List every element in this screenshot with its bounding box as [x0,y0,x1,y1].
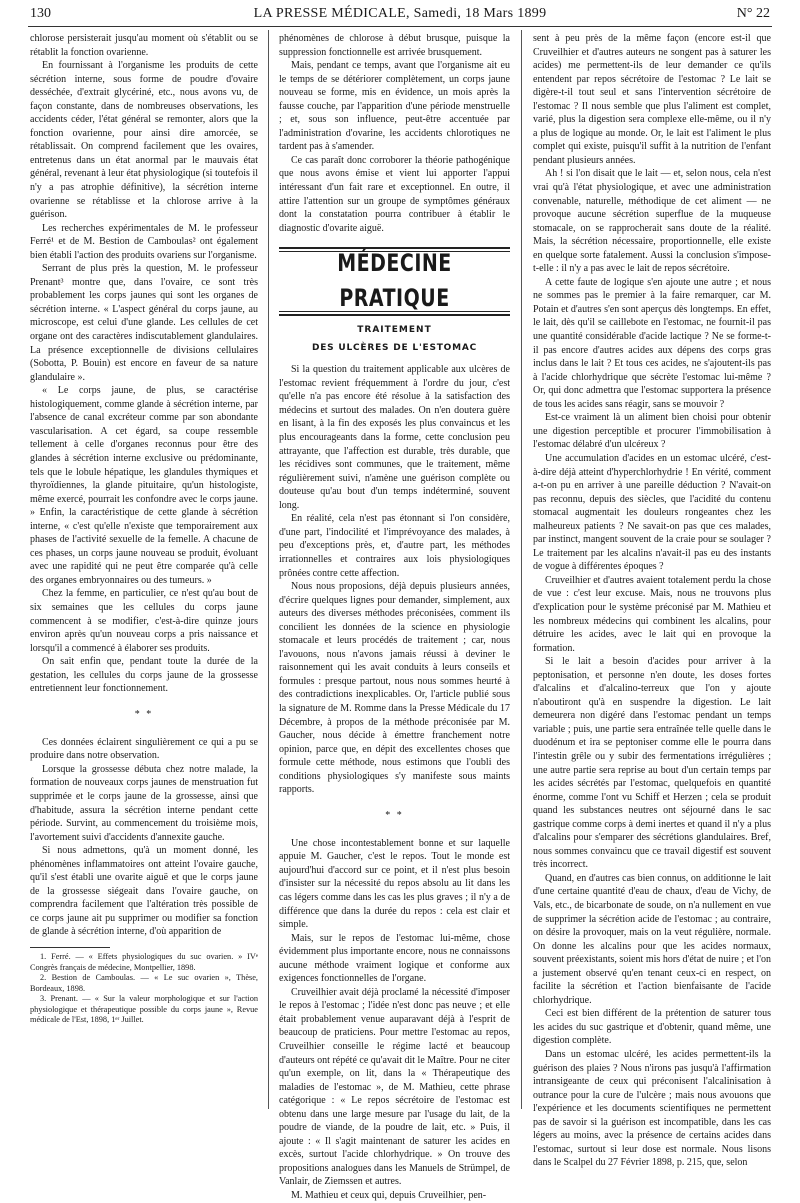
journal-title: LA PRESSE MÉDICALE, Samedi, 18 Mars 1899 [253,6,547,21]
paragraph: Lorsque la grossesse débuta chez notre malade, la formation de nouveaux corps jaunes de menstruation fut supprimée et le corps jaune de la grossesse, ainsi que d'habitude, assura la sécrétion interne pendant cette période. Survint, au commencement du troisième mois, l'avortement suivi d'accidents d'annexite gauche. [30,763,258,843]
column-1 [30,32,258,1109]
paragraph: phénomènes de chlorose à début brusque, puisque la suppression fonctionnelle est arrivée brusquement. [279,33,510,58]
paragraph: Les recherches expérimentales de M. le professeur Ferré¹ et de M. Bestion de Camboulas² ont également bien établi l'action des produits ovariens sur l'organisme. [30,222,258,261]
section-title: MÉDECINE PRATIQUE [337,249,452,313]
paragraph: sent à peu près de la même façon (encore est-il que Cruveilhier et d'autres auteurs ne songent pas à saturer les acides) me permettent-ils de leur demander ce qu'ils entendent par repos sécrétoire de l'estomac ? Le lait se digère-t-il tout seul et sans l'intervention sécrétoire de l'estomac ? Il nous semble que plus l'aliment est complet, varié, plus la digestion sera complexe elle-même, ou il n'y a plus de logique au monde. Or, le lait est l'aliment le plus complet qui existe, puisqu'il suffit à la nutrition de l'enfant pendant plusieurs années. [533,33,771,166]
column-divider-1 [268,30,269,1109]
paragraph: Ah ! si l'on disait que le lait — et, selon nous, cela n'est vrai qu'à l'état physiologique, et avec une administration convenable, naturelle, méthodique de cet aliment — ne provoque aucune sécrétion superflue de la muqueuse stomacale, on se rapprocherait sans doute de la réalité. Mais, la sécrétion nécessaire, proportionnelle, elle existe en quelque sorte fatalement. Aussi la conclusion s'impose-t-elle : il n'y a pas avec le lait de repos sécrétoire. [533,168,771,275]
paragraph: Cruveilhier avait déjà proclamé la nécessité d'imposer le repos à l'estomac ; l'idée n'est donc pas neuve ; et elle était probablement venue auparavant déjà à l'esprit de beaucoup de praticiens. Pour mettre l'estomac au repos, Cruveilhier conseille le régime lacté et beaucoup d'auteurs ont répété ce qu'avait dit le Maître. Pour ne citer qu'un exemple, on lit, dans la « Thérapeutique des maladies de l'estomac », de M. Mathieu, cette phrase catégorique : « Le repos sécrétoire de l'estomac est obtenu dans une large mesure par l'usage du lait, de la poudre de viande, de la poudre de lait, etc. » Puis, il ajoute : « Il s'agit maintenant de saturer les acides en excès, surtout l'acide chlorhydrique. » On trouve des propositions analogues dans les Manuels de Strümpel, de Vanlair, de Ziemssen et autres. [279,986,511,1188]
page-header [30,4,770,26]
paragraph: On sait enfin que, pendant toute la durée de la gestation, les cellules du corps jaune de la grossesse entretiennent leur fonctionnement. [30,656,258,695]
issue-number: N° 22 [736,6,770,21]
footnote: 1. Ferré. — « Effets physiologiques du suc ovarien. » IVᵉ Congrès français de médecine, Montpellier, 1898. [30,952,258,972]
page-number: 130 [30,6,51,21]
article-subtitle: DES ULCÈRES DE L'ESTOMAC [311,342,478,353]
paragraph: Cruveilhier et d'autres avaient totalement perdu la chose de vue : c'est leur excuse. Mais, nous ne trouvons plus d'explication pour le système préconisé par M. Mathieu et les nombreux médecins qui combinent les alcalins, pour détruire les acides, avec le lait qui en provoque la formation. [533,574,771,654]
section-separator: * * [134,708,154,720]
paragraph: En fournissant à l'organisme les produits de cette sécrétion interne, sous forme de poudre d'ovaire desséchée, d'extrait glycériné, etc., nous avons vu, de façon constante, dans de nombreuses observations, les accidents céder, l'état général se remonter, alors que la fonction ovarienne, pour ainsi dire amorcée, se rétablissait. On comprend facilement que les ovaires, entretenus dans un état anormal par le mauvais état général, revenant à leur état physiologique (si toutefois il n'y a pas atrophie définitive), la sécrétion interne ovarienne se rétablisse et la chlorose arrive à la guérison. [30,60,258,221]
footnote: 3. Prenant. — « Sur la valeur morphologique et sur l'action physiologique et thérapeutique possible du corps jaune », Revue médicale de l'Est, 1898, 1ᵉʳ Juillet. [30,994,258,1024]
footnote: 2. Bestion de Camboulas. — « Le suc ovarien », Thèse, Bordeaux, 1898. [30,973,258,993]
column-2 [279,32,511,1202]
section-separator: * * [385,809,404,821]
paragraph: M. Mathieu et ceux qui, depuis Cruveilhier, pen- [291,1190,487,1202]
paragraph: Mais, pendant ce temps, avant que l'organisme ait eu le temps de se détériorer complètement, un corps jaune nouveau se forme, mis en évidence, un mois après la fausse couche, par l'apparition d'une période menstruelle ; et, sous son influence, peut-être accentuée par l'administration d'ovarine, les accidents chlorotiques ne tardent pas à s'amender. [279,60,510,153]
paragraph: Serrant de plus près la question, M. le professeur Prenant³ montre que, dans l'ovaire, ce sont très probablement les corps jaunes qui sont les organes de sécrétion interne. « L'aspect général du corps jaune, au microscope, est celui d'une glande. Les cellules de cet organe ont des caractères indiscutablement glandulaires. La présence exceptionnelle de divisions cellulaires (Sobotta, P. Bouin) est encore en faveur de sa nature glandulaire ». [30,263,258,383]
paragraph: Ce cas paraît donc corroborer la théorie pathogénique que nous avons émise et vient lui apporter l'appui intéressant d'un fait rare et exceptionnel. En outre, il attire l'attention sur un groupe de symptômes généraux dont la constatation pourra contribuer à établir le diagnostic d'ovarite aiguë. [279,154,510,234]
paragraph: En réalité, cela n'est pas étonnant si l'on considère, d'une part, l'indocilité et l'imprévoyance des malades, à peu d'exceptions près, et, d'autre part, les méthodes irrationnelles et contraires aux lois physiologiques prônées contre cette affection. [279,513,510,579]
paragraph: Mais, sur le repos de l'estomac lui-même, chose évidemment plus importante encore, nous ne connaissons aucune méthode vraiment logique et conforme aux exigences fonctionnelles de l'organe. [279,932,510,985]
paragraph: Nous nous proposions, déjà depuis plusieurs années, d'écrire quelques lignes pour demander, simplement, aux auteurs des diverses méthodes préconisées, comment ils concilient les données de la science en physiologie stomacale et leurs procédés de traitement ; car, nous l'avouons, nous n'avons jamais réussi à deviner le raisonnement qui les avait conduits à leurs conseils et formules : presque partout, nous nous sommes heurté à des contradictions inexplicables. Or, l'article publié sous la signature de M. Romme dans la Presse Médicale du 17 Décembre, à propos de la méthode préconisée par M. Gaucher, nous décide à émettre franchement notre opinion, parce que, en dépit des excellentes choses que formule cette méthode, nous estimons que l'oubli des conditions physiologiques s'y manifeste sous maints rapports. [279,581,510,796]
paragraph: Dans un estomac ulcéré, les acides permettent-ils la guérison des plaies ? Nous n'irons pas jusqu'à l'affirmation intransigeante de ceux qui préconisent l'alcalinisation à outrance pour la cure de l'ulcère ; mais nous avouons que l'expérience et les documents scientifiques ne permettent pas de savoir si la guérison est incompatible, dans les cas légers au moins, avec la présence de certains acides dans l'estomac, surtout si leur dose est normale. Nous lisons dans le Scalpel du 27 Février 1898, p. 215, que, selon [533,1049,771,1169]
header-rule [28,26,772,27]
column-divider-2 [521,30,522,1109]
footnote-rule [30,947,110,948]
paragraph: Quand, en d'autres cas bien connus, on additionne le lait d'une certaine quantité d'eau de chaux, d'eau de Vichy, de Vals, etc., de bicarbonate de soude, on n'a nullement en vue de supprimer la sécrétion acide de l'estomac ; au contraire, on désire la provoquer, mais on la veut régulière, normale. On donne les alcalins pour que les acides normaux, souvent préexistants, soient mis hors d'état de nuire ; et l'on a justement observé qu'en tenant ceux-ci en respect, on facilite la sécrétion et l'action bienfaisante de l'acide chlorhydrique. [533,872,771,1006]
paragraph: Ceci est bien différent de la prétention de saturer tous les acides du suc gastrique et d'obtenir, quand même, une digestion complète. [533,1008,771,1047]
paragraph: chlorose persisterait jusqu'au moment où s'établit ou se rétablit la fonction ovarienne. [30,33,258,58]
paragraph: Une accumulation d'acides en un estomac ulcéré, c'est-à-dire déjà atteint d'hyperchlorhydrie ! En vérité, comment a-t-on pu en arriver à une pareille déduction ? N'avait-on pas reconnu, depuis des siècles, que l'acidité du contenu stomacal augmentait les douleurs rongeantes chez les malheureux patients ? Ne savait-on pas que ces malades, par instinct, mangent souvent de la craie pour se soulager ? Le traitement par les alcalins n'avait-il pas eu des instants de vogue à différentes époques ? [533,452,771,573]
paragraph: Si le lait a besoin d'acides pour arriver à la peptonisation, et personne n'en doute, les doses fortes d'alcalins et d'alcalino-terreux que l'on y ajoute n'aboutiront qu'à en suspendre la digestion. Le lait demeurera non digéré dans l'estomac pendant un temps variable ; puis, une partie sera entraînée telle quelle dans le duodénum et ira se peptoniser comme elle le pourra dans l'intestin grêle ou y subir des fermentations irrégulières ; une autre partie sera reprise au bout d'un certain temps par les acides sécrétés par l'estomac, quelquefois en quantité énorme, comme l'ont vu Schiff et Herzen ; cela se produit quand les substances neutres ont séjourné dans le sac gastrique comme corps à demi inertes et quand il n'y a plus d'alcalins pour s'emparer des sécrétions glandulaires. Bref, nous sommes convaincu que ce travail digestif est souvent très incorrect. [533,656,771,871]
paragraph: Une chose incontestablement bonne et sur laquelle appuie M. Gaucher, c'est le repos. Tout le monde est aujourd'hui d'accord sur ce point, et il n'est plus besoin d'insister sur la nécessité du repos absolu au lit dans les cas légers comme dans les cas les plus graves ; il n'y a de différence que dans la durée du repos : cela est clair et simple. [279,837,510,931]
paragraph: Si la question du traitement applicable aux ulcères de l'estomac revient fréquemment à l'ordre du jour, c'est qu'elle n'a pas encore été résolue à la satisfaction des médecins et surtout des malades. On n'en doutera guère en lisant, à la fin des exposés les plus convaincus et les plus encourageants dans la forme, cette conclusion peu attrayante, que l'affection est durable, très durable, que les récidives sont communes, que le traitement, même régulièrement suivi, n'amène une guérison complète ou douteuse qu'au bout d'un temps indéterminé, souvent long. [279,364,510,511]
footnotes [30,952,258,1026]
paragraph: « Le corps jaune, de plus, se caractérise histologiquement, comme glande à sécrétion interne, par l'absence de canal excréteur comme par son abondante vascularisation. A cet égard, sa coupe ressemble tellement à celle d'organes reconnus pour être des glandes à sécrétion interne exclusive ou prédominante, tels que le lobule hépatique, les glandules thymiques et thyroïdiennes, la glande pituitaire, qu'un histologiste, même exercé, pourrait les confondre avec le corps jaune. » Enfin, la caractéristique de cette glande à sécrétion interne, « c'est qu'elle n'existe que temporairement aux phases de l'activité sexuelle de la femelle. A chacune de ces phases, un corps jaune nouveau se produit, évoluant avec une rapidité qui ne peut être comparée qu'à celle des organes embryonnaires ou des tumeurs. » [30,385,258,586]
section-heading-box [279,247,510,316]
paragraph: A cette faute de logique s'en ajoute une autre ; et nous ne sommes pas le premier à la faire remarquer, car M. Potain et d'autres s'en sont aperçus dès longtemps. En effet, le lait, dès qu'il se caillebote en l'estomac, ne fournit-il pas une quantité considérable d'acide lactique ? Ne se forme-t-il pas encore d'autres acides aux dépens des corps gras inclus dans le lait ? Et tous ces acides, ne s'ajoutent-ils pas à l'acide chlorhydrique que sécrète l'estomac lui-même ? Or, qui donc admettra que l'estomac supportera la présence de tous les acides sans réagir, sans se mouvoir ? [533,276,771,410]
paragraph: Chez la femme, en particulier, ce n'est qu'au bout de six semaines que les cellules du corps jaune commencent à se modifier, c'est-à-dire quinze jours environ après qu'un nouveau corps a pris naissance et lorsqu'il a commencé à élaborer ses produits. [30,588,258,654]
paragraph: Si nous admettons, qu'à un moment donné, les phénomènes inflammatoires ont atteint l'ovaire gauche, qu'il s'est établi une ovarite aiguë et que le corps jaune de la grossesse siégeait dans l'ovaire gauche, on comprendra facilement que l'altération très possible de ce corps jaune ait pu supprimer ou modifier sa fonction de glande à sécrétion interne, d'où apparition de [30,845,258,938]
column-3 [533,32,771,1169]
article-title: TRAITEMENT [357,325,432,336]
paragraph: Est-ce vraiment là un aliment bien choisi pour obtenir une digestion perceptible et procurer l'immobilisation à l'estomac délabré d'un ulcéreux ? [533,412,771,451]
paragraph: Ces données éclairent singulièrement ce qui a pu se produire dans notre observation. [30,736,258,762]
